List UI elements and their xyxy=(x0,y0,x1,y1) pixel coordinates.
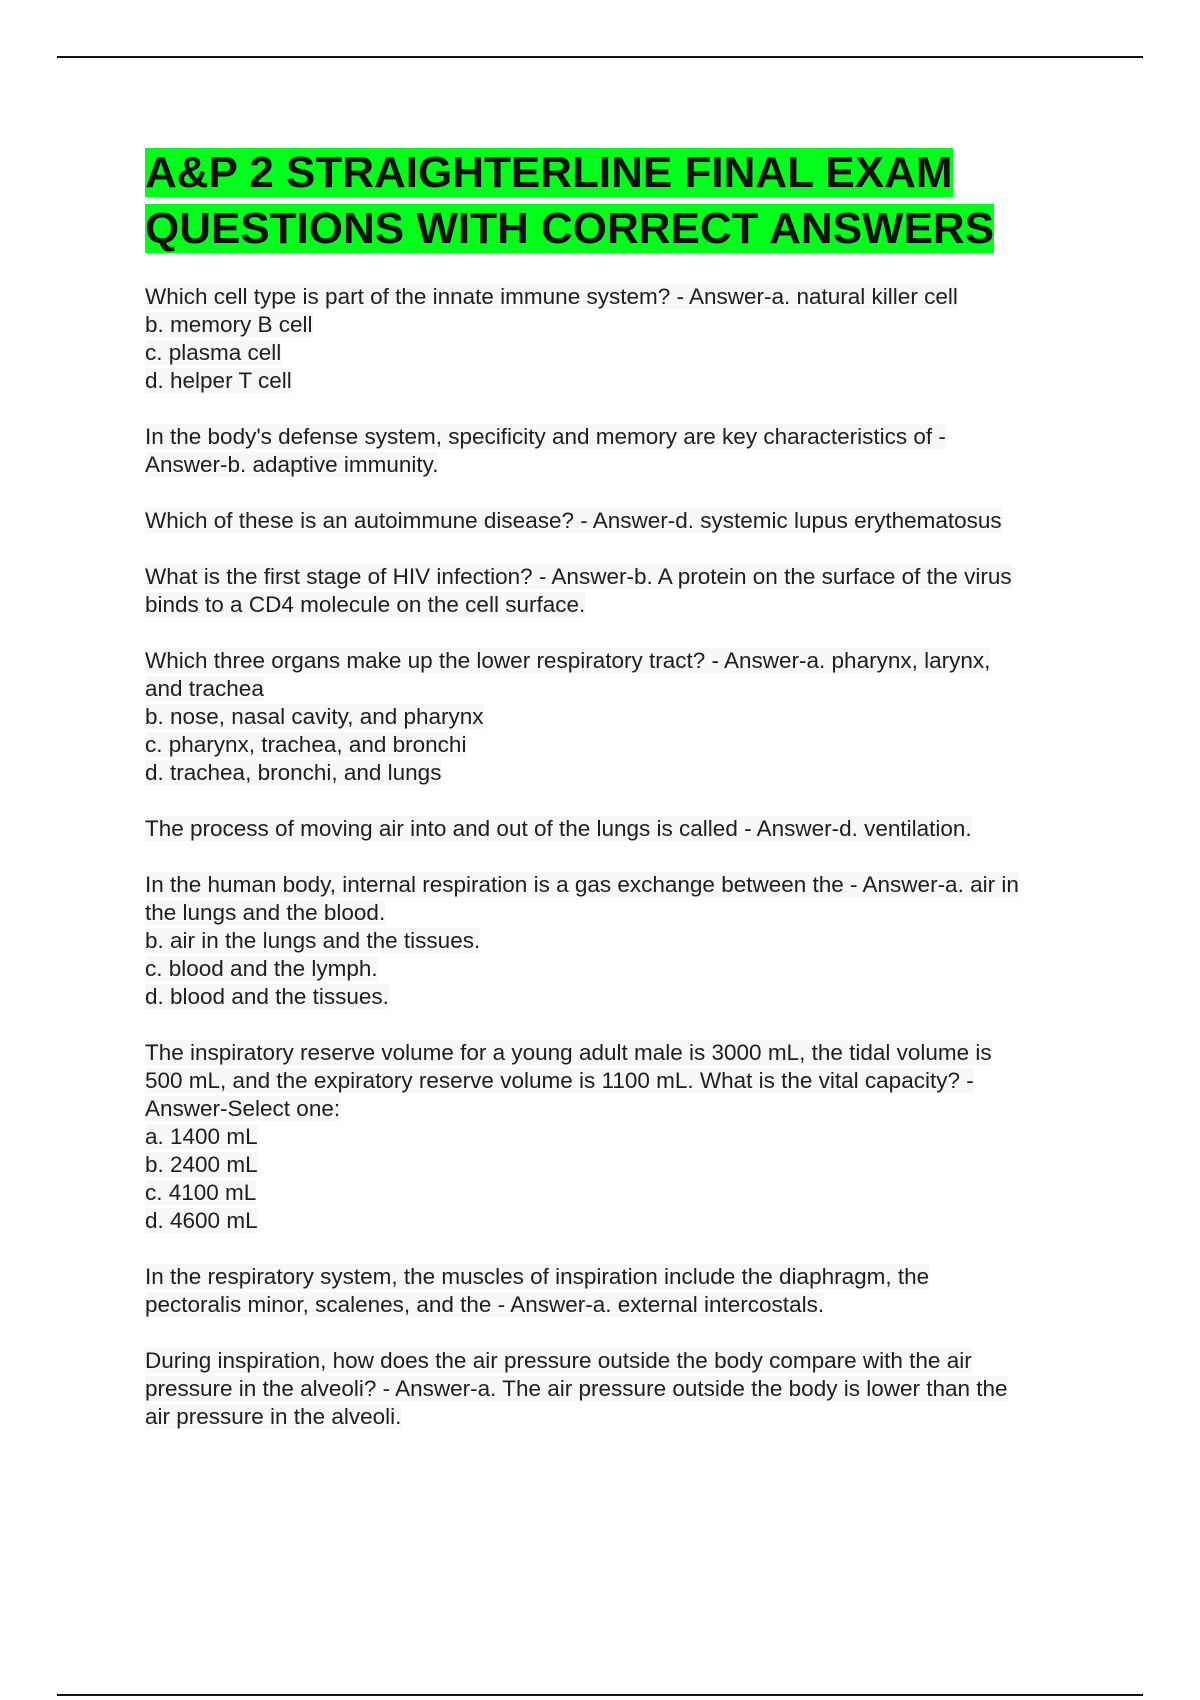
qa-line-text: pectoralis minor, scalenes, and the - Answer-a. external intercostals. xyxy=(145,1292,825,1317)
qa-line-text: Which cell type is part of the innate immune system? - Answer-a. natural killer cell xyxy=(145,284,958,309)
document-title xyxy=(145,145,1090,257)
qa-line-text: a. 1400 mL xyxy=(145,1124,258,1149)
title-line-2-text: QUESTIONS WITH CORRECT ANSWERS xyxy=(145,204,995,253)
qa-line-text: d. trachea, bronchi, and lungs xyxy=(145,760,442,785)
qa-line-text: d. 4600 mL xyxy=(145,1208,258,1233)
qa-line xyxy=(145,1403,1090,1431)
qa-line-text: c. 4100 mL xyxy=(145,1180,257,1205)
qa-item xyxy=(145,871,1090,1011)
qa-line-text: b. nose, nasal cavity, and pharynx xyxy=(145,704,484,729)
qa-line xyxy=(145,1263,1090,1291)
qa-line-text: binds to a CD4 molecule on the cell surface. xyxy=(145,592,586,617)
qa-line xyxy=(145,367,1090,395)
qa-line xyxy=(145,1291,1090,1319)
qa-item xyxy=(145,1347,1090,1431)
qa-line xyxy=(145,283,1090,311)
qa-line-text: Answer-b. adaptive immunity. xyxy=(145,452,439,477)
qa-line-text: pressure in the alveoli? - Answer-a. The air pressure outside the body is lower than the xyxy=(145,1376,1008,1401)
qa-item xyxy=(145,815,1090,843)
qa-line-text: c. pharynx, trachea, and bronchi xyxy=(145,732,467,757)
qa-line-text: Answer-Select one: xyxy=(145,1096,341,1121)
qa-line-text: In the respiratory system, the muscles of inspiration include the diaphragm, the xyxy=(145,1264,930,1289)
title-line-2 xyxy=(145,201,1090,257)
qa-line xyxy=(145,871,1090,899)
qa-line-text: What is the first stage of HIV infection? - Answer-b. A protein on the surface of the virus xyxy=(145,564,1012,589)
title-line-1 xyxy=(145,145,1090,201)
qa-line xyxy=(145,339,1090,367)
qa-line xyxy=(145,1179,1090,1207)
qa-line-text: The process of moving air into and out of the lungs is called - Answer-d. ventilation. xyxy=(145,816,972,841)
qa-item xyxy=(145,283,1090,395)
qa-line-text: air pressure in the alveoli. xyxy=(145,1404,402,1429)
qa-line xyxy=(145,815,1090,843)
qa-line xyxy=(145,955,1090,983)
qa-line xyxy=(145,1347,1090,1375)
qa-line-text: b. memory B cell xyxy=(145,312,313,337)
qa-line xyxy=(145,703,1090,731)
qa-line xyxy=(145,675,1090,703)
qa-line xyxy=(145,451,1090,479)
qa-line xyxy=(145,1123,1090,1151)
bottom-divider xyxy=(57,1694,1143,1696)
qa-item xyxy=(145,647,1090,787)
qa-line xyxy=(145,1095,1090,1123)
qa-line xyxy=(145,983,1090,1011)
title-line-1-text: A&P 2 STRAIGHTERLINE FINAL EXAM xyxy=(145,148,953,197)
qa-line-text: During inspiration, how does the air pressure outside the body compare with the air xyxy=(145,1348,972,1373)
qa-item xyxy=(145,423,1090,479)
qa-line-text: In the human body, internal respiration is a gas exchange between the - Answer-a. air in xyxy=(145,872,1019,897)
qa-line-text: The inspiratory reserve volume for a young adult male is 3000 mL, the tidal volume is xyxy=(145,1040,992,1065)
qa-item xyxy=(145,563,1090,619)
qa-line-text: c. plasma cell xyxy=(145,340,282,365)
qa-line-text: Which of these is an autoimmune disease? - Answer-d. systemic lupus erythematosus xyxy=(145,508,1002,533)
qa-item xyxy=(145,507,1090,535)
qa-line-text: b. air in the lungs and the tissues. xyxy=(145,928,481,953)
qa-line xyxy=(145,591,1090,619)
qa-line xyxy=(145,1039,1090,1067)
qa-line-text: the lungs and the blood. xyxy=(145,900,386,925)
qa-line xyxy=(145,927,1090,955)
qa-line xyxy=(145,1375,1090,1403)
qa-line xyxy=(145,1067,1090,1095)
qa-line-text: Which three organs make up the lower respiratory tract? - Answer-a. pharynx, larynx, xyxy=(145,648,991,673)
qa-line xyxy=(145,563,1090,591)
top-divider xyxy=(57,56,1143,58)
qa-line xyxy=(145,1207,1090,1235)
qa-line-text: and trachea xyxy=(145,676,264,701)
qa-line xyxy=(145,423,1090,451)
qa-line-text: d. helper T cell xyxy=(145,368,292,393)
qa-line xyxy=(145,507,1090,535)
qa-line-text: c. blood and the lymph. xyxy=(145,956,378,981)
qa-line xyxy=(145,647,1090,675)
qa-line-text: d. blood and the tissues. xyxy=(145,984,389,1009)
qa-line xyxy=(145,759,1090,787)
question-answer-list xyxy=(145,283,1090,1431)
qa-line-text: 500 mL, and the expiratory reserve volume is 1100 mL. What is the vital capacity? - xyxy=(145,1068,974,1093)
qa-item xyxy=(145,1263,1090,1319)
qa-line-text: In the body's defense system, specificity and memory are key characteristics of - xyxy=(145,424,946,449)
qa-line xyxy=(145,731,1090,759)
qa-line xyxy=(145,311,1090,339)
qa-line xyxy=(145,1151,1090,1179)
qa-item xyxy=(145,1039,1090,1235)
qa-line xyxy=(145,899,1090,927)
document-page xyxy=(145,145,1090,1459)
qa-line-text: b. 2400 mL xyxy=(145,1152,258,1177)
